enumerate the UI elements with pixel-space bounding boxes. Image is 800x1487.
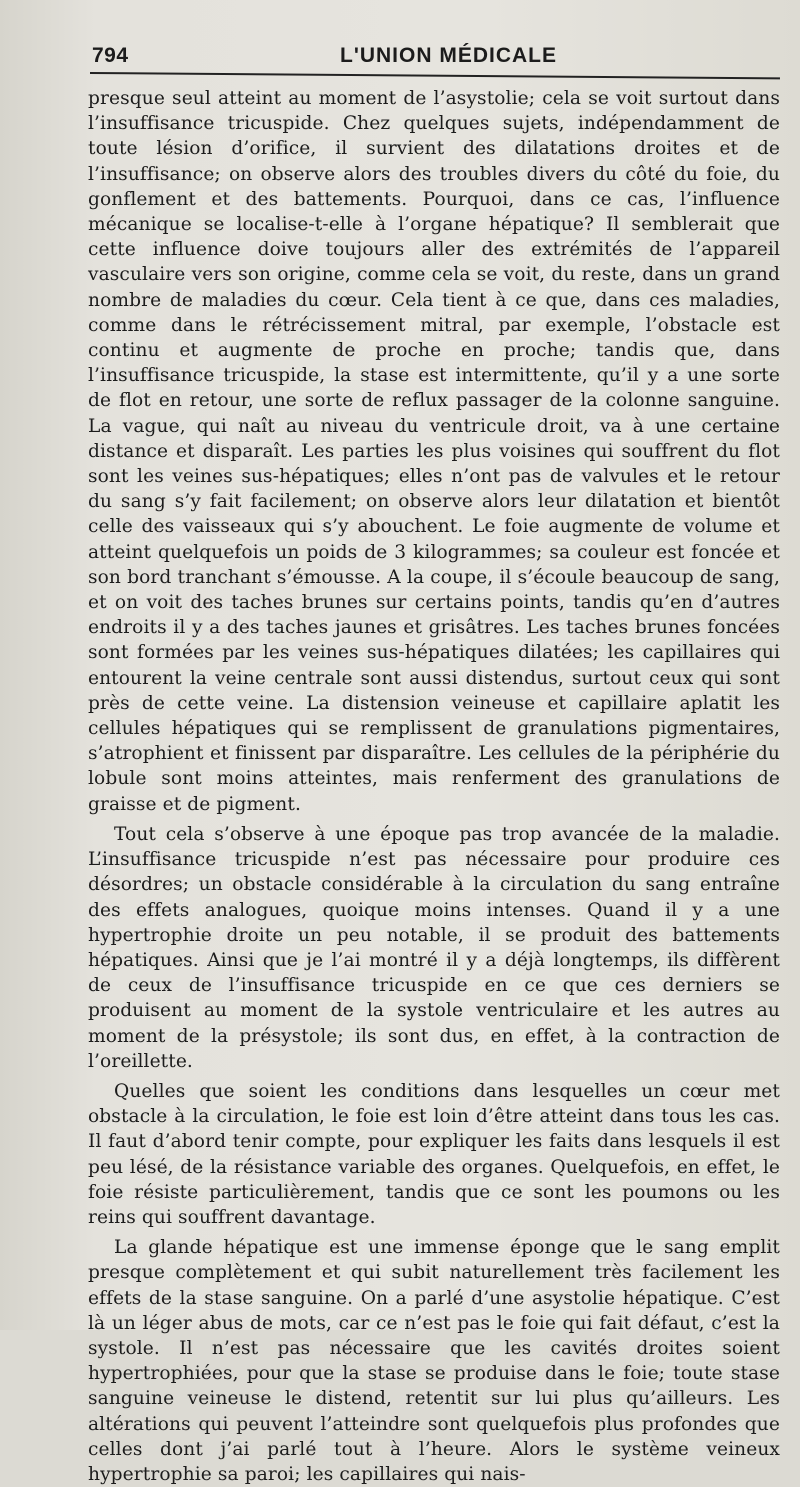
- running-title: L'UNION MÉDICALE: [340, 44, 557, 67]
- page-number: 794: [92, 44, 129, 67]
- paragraph-4: La glande hépatique est une immense éponge que le sang emplit presque complètement et qui subit naturellement très facilement les effets de la stase sanguine. On a parlé d’une asystolie hépatique. C’est là un léger abus de mots, car ce n’est pas le foie qui fait défaut, c’est la systole. Il n’est pas nécessaire que les cavités droites soient hypertrophiées, pour que la stase se produise dans le foie; toute stase sanguine veineuse le distend, retentit sur lui plus qu’ailleurs. Les altérations qui peuvent l’atteindre sont quelquefois plus profondes que celles dont j’ai parlé tout à l’heure. Alors le système veineux hypertrophie sa paroi; les capillaires qui nais-: [88, 1237, 780, 1485]
- paragraph-3: Quelles que soient les conditions dans lesquelles un cœur met obstacle à la circulation, le foie est loin d’être atteint dans tous les cas. Il faut d’abord tenir compte, pour expliquer les faits dans lesquels il est peu lésé, de la résistance variable des organes. Quelquefois, en effet, le foie résiste particulièrement, tandis que ce sont les poumons ou les reins qui souffrent davantage.: [88, 1080, 780, 1228]
- page-header: [88, 40, 776, 74]
- article-body: [88, 86, 780, 1487]
- paragraph-2: Tout cela s’observe à une époque pas trop avancée de la maladie. L’insuffisance tricuspide n’est pas nécessaire pour produire ces désordres; un obstacle considérable à la circulation du sang entraîne des effets analogues, quoique moins intenses. Quand il y a une hypertrophie droite un peu notable, il se produit des battements hépatiques. Ainsi que je l’ai montré il y a déjà longtemps, ils diffèrent de ceux de l’insuffisance tricuspide en ce que ces derniers se produisent au moment de la systole ventriculaire et les autres au moment de la présystole; ils sont dus, en effet, à la contraction de l’oreillette.: [88, 823, 780, 1072]
- paragraph-1: presque seul atteint au moment de l’asystolie; cela se voit surtout dans l’insuffisance tricuspide. Chez quelques sujets, indépendamment de toute lésion d’orifice, il survient des dilatations droites et de l’insuffisance; on observe alors des troubles divers du côté du foie, du gonflement et des battements. Pourquoi, dans ce cas, l’influence mécanique se localise-t-elle à l’organe hépatique? Il semblerait que cette influence doive toujours aller des extrémités de l’appareil vasculaire vers son origine, comme cela se voit, du reste, dans un grand nombre de maladies du cœur. Cela tient à ce que, dans ces maladies, comme dans le rétrécissement mitral, par exemple, l’obstacle est continu et augmente de proche en proche; tandis que, dans l’insuffisance tricuspide, la stase est intermittente, qu’il y a une sorte de flot en retour, une sorte de reflux passager de la colonne sanguine. La vague, qui naît au niveau du ventricule droit, va à une certaine distance et disparaît. Les parties les plus voisines qui souffrent du flot sont les veines sus-hépatiques; elles n’ont pas de valvules et le retour du sang s’y fait facilement; on observe alors leur dilatation et bientôt celle des vaisseaux qui s’y abouchent. Le foie augmente de volume et atteint quelquefois un poids de 3 kilogrammes; sa couleur est foncée et son bord tranchant s’émousse. A la coupe, il s’écoule beaucoup de sang, et on voit des taches brunes sur certains points, tandis qu’en d’autres endroits il y a des taches jaunes et grisâtres. Les taches brunes foncées sont formées par les veines sus-hépatiques dilatées; les capillaires qui entourent la veine centrale sont aussi distendus, surtout ceux qui sont près de cette veine. La distension veineuse et capillaire aplatit les cellules hépatiques qui se remplissent de granulations pigmentaires, s’atrophient et finissent par disparaître. Les cellules de la périphérie du lobule sont moins atteintes, mais renferment des granulations de graisse et de pigment.: [88, 88, 780, 815]
